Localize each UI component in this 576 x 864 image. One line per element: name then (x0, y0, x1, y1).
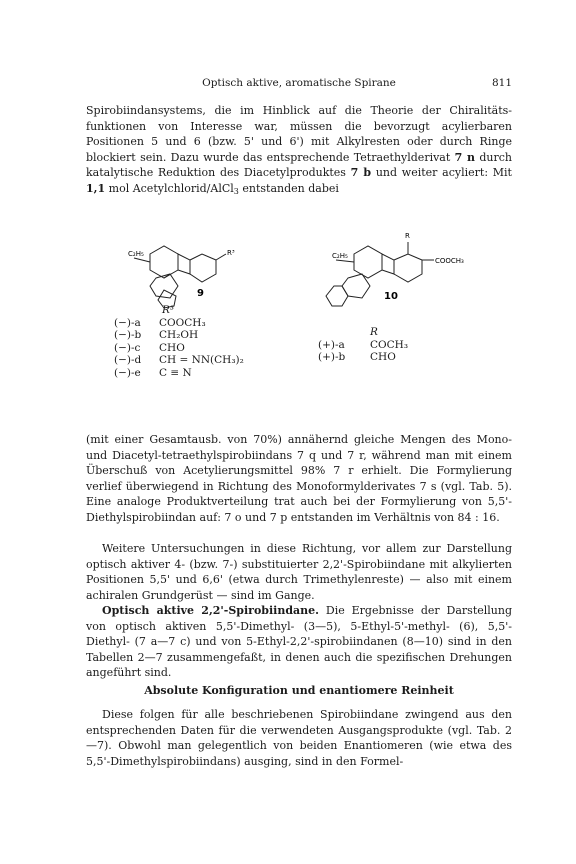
p1-line: entstanden dabei (238, 181, 339, 195)
table-row: (+)-b CHO (318, 351, 396, 364)
table-9 (114, 304, 244, 380)
paragraph-4-text: Die Ergebnisse der Darstellung von optisch aktiven 5,5'-Dimethyl- (3—5), 5-Ethyl-5'-methyl- (6), 5,5'-Diethyl- (7 a—7 c) und von 5-Ethyl-2,2'-spirobiindanen (8—10) sind in den Tabellen 2—7 zusammengefaßt, in denen auch die spezifischen Drehungen angeführt sind. (86, 604, 512, 680)
page-number: 811 (491, 77, 512, 89)
r-label: R (405, 232, 410, 240)
compound-number-9: 9 (197, 288, 204, 299)
p1-line: funktionen von Interesse war, müssen die bevorzugt acylierbaren (86, 119, 512, 133)
ref-7n: 7 n (454, 150, 475, 164)
table-row: (−)-a COOCH₃ (114, 316, 206, 329)
ring-10c (394, 254, 422, 282)
c2h5-label-10: C₂H₅ (332, 252, 348, 260)
table-row: (−)-c CHO (114, 341, 185, 354)
p1-line: durch katalytische Reduktion des Diacetylproduktes (86, 150, 512, 180)
ref-7b: 7 b (350, 166, 372, 180)
c2h5-label-9: C₂H₅ (128, 250, 144, 258)
compound-number-10: 10 (384, 291, 398, 302)
table-row: (+)-a COCH₃ (318, 338, 409, 351)
paragraph-5: Diese folgen für alle beschriebenen Spirobiindane zwingend aus den entsprechenden Daten für die verwendeten Ausgangsprodukte (vgl. Tab. 2—7). Obwohl man gelegentlich von beiden Enantiomeren (wie etwa des 5,5'-Dimethylspirobiindans) ausging, sind in den Formel- (86, 708, 512, 768)
cooch3-label: COOCH₃ (435, 257, 464, 265)
ring-9c (190, 254, 216, 282)
p1-line: blockiert sein. Dazu wurde das entsprechende Tetraethylderivat (86, 150, 455, 164)
running-header (86, 77, 512, 93)
ref-1-1: 1,1 (86, 181, 106, 195)
paragraph-4 (86, 603, 512, 681)
table-row: (−)-e C ≡ N (114, 366, 192, 379)
p1-line: Spirobiindansystems, die im Hinblick auf die Theorie der Chiralitäts- (86, 104, 512, 117)
p1-line: mol Acetylchlorid/AlCl (105, 181, 234, 195)
paragraph-2: (mit einer Gesamtausb. von 70%) annähernd gleiche Mengen des Mono- und Diacetyl-tetraethylspirobiindans 7 q und 7 r, während man mit einem Überschuß von Acetylierungsmittel 98% 7 r erhielt. Die Formylierung verlief überwiegend in Richtung des Monoformylderivates 7 s (vgl. Tab. 5). Eine analoge Produktverteilung trat auch bei der Formylierung von 5,5'-Diethylspirobiindan auf: 7 o und 7 p entstanden im Verhältnis von 84 : 16. (86, 433, 512, 524)
p1-line: Positionen 5 und 6 (bzw. 5' und 6') mit Alkylresten oder durch Ringe (86, 135, 512, 149)
paragraph-3: Weitere Untersuchungen in diese Richtung, vor allem zur Darstellung optisch aktiver 4- (bzw. 7-) substituierter 2,2'-Spirobiindane mit alkylierten Positionen 5,5' und 6,6' (etwa durch Trimethylenreste) — also mit einem achiralen Grundgerüst — sind im Gange. (86, 542, 512, 602)
ring-9b (178, 254, 190, 274)
r3-label: R³ (227, 249, 235, 257)
ring-10e (326, 286, 348, 306)
table-row: (−)-d CH = NN(CH₃)₂ (114, 354, 244, 367)
paragraph-4-lead: Optisch aktive 2,2'-Spirobiindane. (102, 604, 319, 617)
chemical-structures (86, 226, 512, 422)
ring-9a (150, 246, 178, 278)
table-10 (318, 326, 408, 364)
ring-10b (382, 254, 394, 274)
ring-10d (342, 274, 370, 298)
running-title: Optisch aktive, aromatische Spirane (202, 77, 396, 89)
p1-line: und weiter acyliert: Mit (375, 166, 512, 180)
table-row: (−)-b CH₂OH (114, 329, 199, 342)
section-heading: Absolute Konfiguration und enantiomere Reinheit (144, 684, 454, 697)
table-9-header: R³ (162, 304, 175, 316)
table-10-header: R (370, 326, 378, 338)
ring-10a (354, 246, 382, 278)
paragraph-1: Spirobiindansystems, die im Hinblick auf die Theorie der Chiralitäts- funktionen von Interesse war, müssen die bevorzugt acylierbaren Positionen 5 und 6 (bzw. 5' und 6') mit Alkylresten oder durch Ringe blockiert sein. Dazu wurde das entsprechende Tetraethylderivat 7 n durch katalytische Reduktion des Diacetylproduktes 7 b und weiter acyliert: Mit 1,1 mol Acetylchlorid/AlCl$_3$ entstanden dabei (86, 104, 512, 196)
